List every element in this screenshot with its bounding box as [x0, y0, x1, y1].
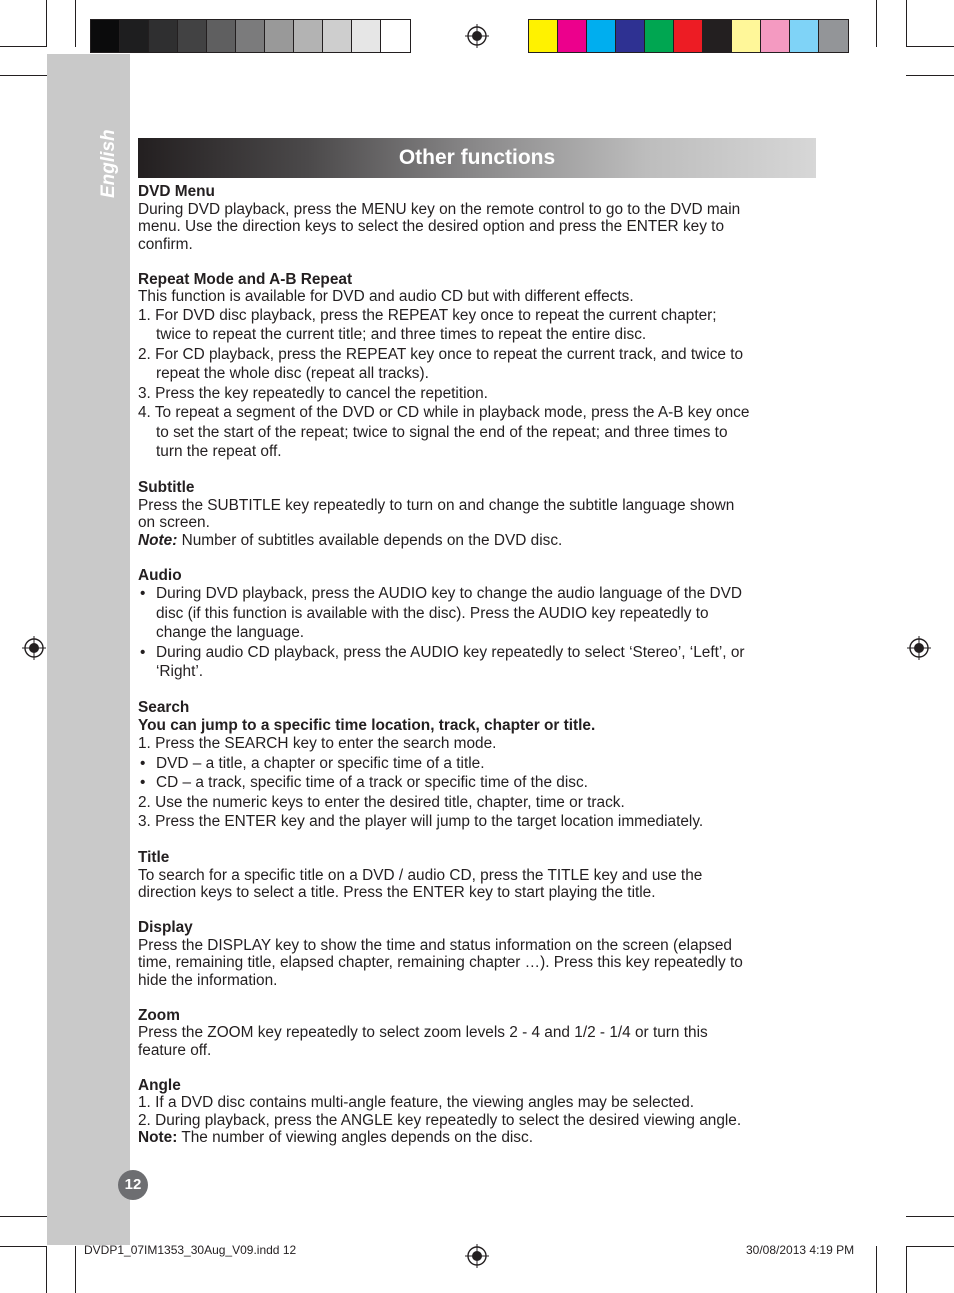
paragraph-line: feature off.: [138, 1041, 212, 1059]
paragraph-line: hide the information.: [138, 971, 278, 989]
crop-mark: [46, 1246, 47, 1293]
section-heading: DVD Menu: [138, 183, 215, 200]
grayscale-color-bar: [90, 19, 411, 53]
item-line: ‘Right’.: [156, 663, 204, 680]
section-heading: Display: [138, 919, 193, 936]
numbered-item: 1. Press the SEARCH key to enter the search mode.: [138, 735, 497, 752]
page-number: 12: [118, 1170, 148, 1200]
crop-mark: [0, 1246, 47, 1247]
item-line: to set the start of the repeat; twice to signal the end of the repeat; and three times to: [156, 423, 728, 441]
color-swatch: [674, 20, 703, 52]
note-text: Number of subtitles available depends on the DVD disc.: [177, 531, 563, 549]
item-line: During audio CD playback, press the AUDIO key repeatedly to select ‘Stereo’, ‘Left’, or: [156, 643, 745, 661]
paragraph-line: confirm.: [138, 235, 193, 253]
section-heading: Title: [138, 849, 170, 866]
side-strip: [47, 54, 130, 1245]
bullet-icon: •: [140, 585, 146, 602]
numbered-item: 3. Press the ENTER key and the player will jump to the target location immediately.: [138, 813, 704, 830]
crop-mark: [46, 0, 47, 47]
registration-mark-icon: [465, 1244, 489, 1268]
color-swatch: [616, 20, 645, 52]
paragraph-line: Press the SUBTITLE key repeatedly to turn on and change the subtitle language shown: [138, 496, 735, 514]
zoom-section: [138, 1007, 818, 1060]
crop-mark: [0, 46, 47, 47]
color-swatch: [558, 20, 587, 52]
bullet-item: [138, 584, 818, 643]
bullet-item: [138, 643, 818, 682]
note-line: [138, 532, 818, 550]
numbered-item: 2. Use the numeric keys to enter the desired title, chapter, time or track.: [138, 793, 625, 811]
item-line: 3. Press the key repeatedly to cancel the repetition.: [138, 384, 488, 402]
color-swatch: [120, 20, 149, 52]
note-label: Note:: [138, 531, 178, 549]
bullet-icon: •: [140, 643, 146, 661]
document-body: [138, 183, 818, 1164]
audio-section: [138, 567, 818, 682]
color-swatch: [91, 20, 120, 52]
item-line: 2. For CD playback, press the REPEAT key once to repeat the current track, and twice to: [138, 345, 744, 363]
item-line: change the language.: [156, 624, 305, 641]
crop-mark: [0, 75, 47, 76]
section-heading: Repeat Mode and A-B Repeat: [138, 270, 353, 288]
item-line: DVD – a title, a chapter or specific time of a title.: [156, 754, 485, 772]
numbered-item: [138, 345, 818, 384]
item-line: 4. To repeat a segment of the DVD or CD while in playback mode, press the A-B key once: [138, 404, 750, 421]
section-heading: Search: [138, 699, 190, 716]
color-swatch: [178, 20, 207, 52]
paragraph-line: time, remaining title, elapsed chapter, remaining chapter …). Press this key repeatedly to: [138, 954, 743, 971]
color-swatch: [819, 20, 848, 52]
registration-mark-icon: [22, 636, 46, 660]
color-swatch: [323, 20, 352, 52]
crop-mark: [75, 0, 76, 47]
subtitle-section: [138, 479, 818, 549]
color-swatch: [265, 20, 294, 52]
item-line: repeat the whole disc (repeat all tracks).: [156, 365, 429, 382]
title-section: [138, 849, 818, 902]
color-swatch: [381, 20, 410, 52]
item-line: 1. For DVD disc playback, press the REPEAT key once to repeat the current chapter;: [138, 306, 717, 324]
crop-mark: [906, 46, 954, 47]
color-swatch: [790, 20, 819, 52]
angle-section: [138, 1077, 818, 1147]
bullet-item: [138, 773, 818, 793]
paragraph-line: on screen.: [138, 514, 210, 531]
item-line: twice to repeat the current title; and three times to repeat the entire disc.: [156, 326, 647, 343]
crop-mark: [876, 0, 877, 47]
section-header-bar: [138, 138, 816, 178]
section-heading: Audio: [138, 566, 182, 584]
crop-mark: [906, 1216, 954, 1217]
language-label: English: [98, 129, 119, 198]
color-swatch: [732, 20, 761, 52]
process-color-bar: [528, 19, 849, 53]
crop-mark: [906, 0, 907, 47]
paragraph-line: This function is available for DVD and audio CD but with different effects.: [138, 288, 634, 305]
paragraph-line: menu. Use the direction keys to select the desired option and press the ENTER key to: [138, 218, 725, 235]
item-line: turn the repeat off.: [156, 443, 282, 460]
crop-mark: [906, 1246, 954, 1247]
color-swatch: [352, 20, 381, 52]
note-text: The number of viewing angles depends on the disc.: [177, 1129, 533, 1146]
bullet-item: [138, 754, 818, 774]
numbered-item: [138, 384, 818, 404]
color-swatch: [529, 20, 558, 52]
page-title: Other functions: [398, 146, 556, 169]
note-line: [138, 1129, 818, 1147]
paragraph-line: Press the ZOOM key repeatedly to select zoom levels 2 - 4 and 1/2 - 1/4 or turn this: [138, 1024, 708, 1041]
paragraph-line: To search for a specific title on a DVD / audio CD, press the TITLE key and use the: [138, 866, 703, 884]
color-swatch: [703, 20, 732, 52]
item-line: disc (if this function is available with the disc). Press the AUDIO key repeatedly to: [156, 604, 709, 622]
numbered-item: [138, 306, 818, 345]
registration-mark-icon: [907, 636, 931, 660]
item-line: CD – a track, specific time of a track or specific time of the disc.: [156, 774, 588, 791]
paragraph-line: Press the DISPLAY key to show the time and status information on the screen (elapsed: [138, 936, 732, 954]
paragraph-line: During DVD playback, press the MENU key on the remote control to go to the DVD main: [138, 200, 741, 218]
slug-datetime: 30/08/2013 4:19 PM: [746, 1243, 855, 1257]
section-heading: Zoom: [138, 1006, 180, 1024]
section-heading: Angle: [138, 1076, 181, 1094]
crop-mark: [0, 1216, 47, 1217]
registration-mark-icon: [465, 24, 489, 48]
color-swatch: [761, 20, 790, 52]
numbered-item: [138, 403, 818, 462]
crop-mark: [876, 1246, 877, 1293]
repeat-section: [138, 271, 818, 462]
color-swatch: [587, 20, 616, 52]
color-swatch: [645, 20, 674, 52]
paragraph-line: 2. During playback, press the ANGLE key repeatedly to select the desired viewing angle.: [138, 1111, 742, 1129]
slug-filename: DVDP1_07IM1353_30Aug_V09.indd 12: [84, 1243, 297, 1257]
item-line: During DVD playback, press the AUDIO key to change the audio language of the DVD: [156, 585, 743, 602]
bullet-icon: •: [140, 774, 146, 791]
dvd-menu-section: [138, 183, 818, 253]
paragraph-line: 1. If a DVD disc contains multi-angle feature, the viewing angles may be selected.: [138, 1094, 695, 1111]
section-heading: Subtitle: [138, 479, 195, 496]
crop-mark: [906, 75, 954, 76]
crop-mark: [906, 1246, 907, 1293]
paragraph-line: direction keys to select a title. Press the ENTER key to start playing the title.: [138, 884, 656, 901]
crop-mark: [75, 1246, 76, 1293]
color-swatch: [149, 20, 178, 52]
color-swatch: [294, 20, 323, 52]
note-label: Note:: [138, 1129, 178, 1146]
section-subheading: You can jump to a specific time location, track, chapter or title.: [138, 716, 596, 734]
bullet-icon: •: [140, 754, 146, 772]
search-section: [138, 699, 818, 832]
color-swatch: [236, 20, 265, 52]
color-swatch: [207, 20, 236, 52]
display-section: [138, 919, 818, 989]
